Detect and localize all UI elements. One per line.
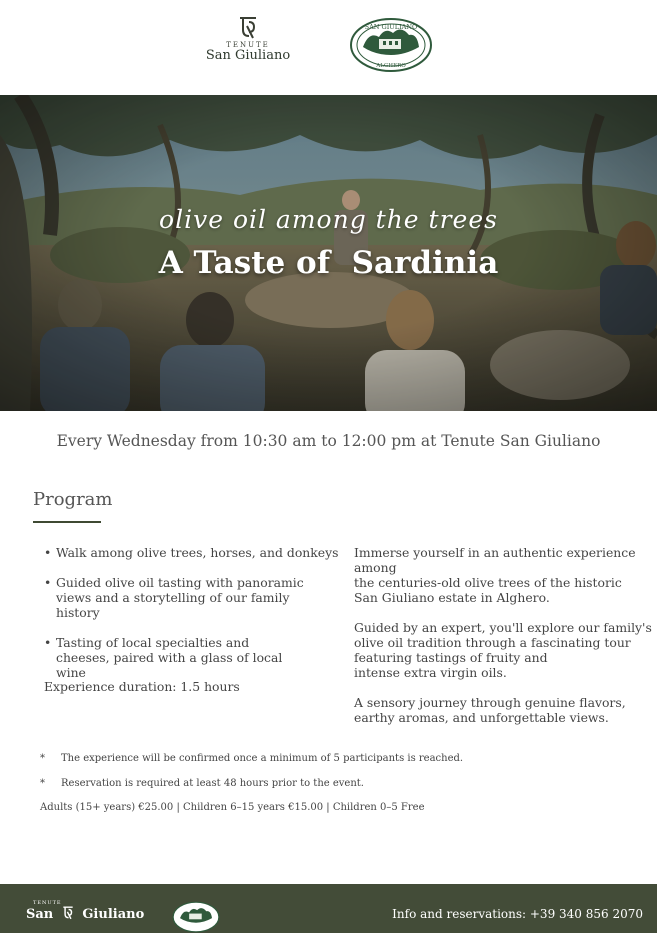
description-paragraph: Immerse yourself in an authentic experience among the centuries-old olive trees of the historic San Giuliano estate in Alghero.	[354, 545, 636, 605]
bullet-icon: •	[44, 635, 52, 650]
footer	[0, 884, 657, 933]
experience-duration: Experience duration: 1.5 hours	[44, 679, 240, 694]
svg-text:ALGHERO: ALGHERO	[376, 63, 406, 69]
notes	[40, 753, 463, 803]
description-paragraph: A sensory journey through genuine flavors, earthy aromas, and unforgettable views.	[354, 695, 626, 725]
svg-text:SAN GIULIANO: SAN GIULIANO	[364, 23, 418, 31]
note-item: * The experience will be confirmed once a minimum of 5 participants is reached.	[40, 753, 464, 764]
list-item: • Walk among olive trees, horses, and donkeys	[44, 545, 339, 560]
logo-small-text: TENUTE	[226, 41, 270, 49]
bullet-icon: •	[44, 575, 52, 590]
hero-script-title: olive oil among the trees	[159, 205, 498, 234]
bullet-icon: •	[44, 545, 52, 560]
event-schedule: Every Wednesday from 10:30 am to 12:00 pm at Tenute San Giuliano	[56, 432, 601, 450]
reservation-info: Info and reservations: +39 340 856 2070	[392, 907, 643, 921]
list-item: • Guided olive oil tasting with panoramic views and a storytelling of our family history	[44, 575, 304, 620]
horse-monogram-icon	[237, 16, 259, 40]
note-item: * Reservation is required at least 48 hours prior to the event.	[40, 778, 364, 789]
program-description	[354, 545, 654, 740]
footer-seal-icon	[170, 901, 222, 933]
footer-logo-san: San	[26, 907, 54, 922]
footer-logo-small: TENUTE	[33, 900, 62, 906]
asterisk-icon: *	[40, 778, 45, 789]
footer-logo	[26, 900, 145, 922]
list-item: • Tasting of local specialties and cheeses, paired with a glass of local wine	[44, 635, 283, 680]
horse-monogram-icon	[61, 906, 75, 920]
program-underline	[33, 521, 101, 523]
program-heading: Program	[33, 489, 113, 510]
program-highlights	[44, 545, 344, 695]
header	[0, 0, 657, 95]
san-giuliano-alghero-seal	[349, 17, 433, 73]
logo-name-text: San Giuliano	[205, 48, 291, 63]
hero-image	[0, 95, 657, 411]
asterisk-icon: *	[40, 753, 45, 764]
tenute-san-giuliano-logo	[198, 16, 298, 63]
ticket-prices: Adults (15+ years) €25.00 | Children 6–15 years €15.00 | Children 0–5 Free	[40, 802, 425, 813]
footer-logo-giuliano: Giuliano	[82, 907, 145, 922]
highlights-list	[44, 545, 344, 680]
hero-title: A Taste of Sardinia	[158, 245, 499, 281]
description-paragraph: Guided by an expert, you'll explore our family's olive oil tradition through a fascinating tour featuring tastings of fruity and intense extra virgin oils.	[354, 620, 652, 680]
